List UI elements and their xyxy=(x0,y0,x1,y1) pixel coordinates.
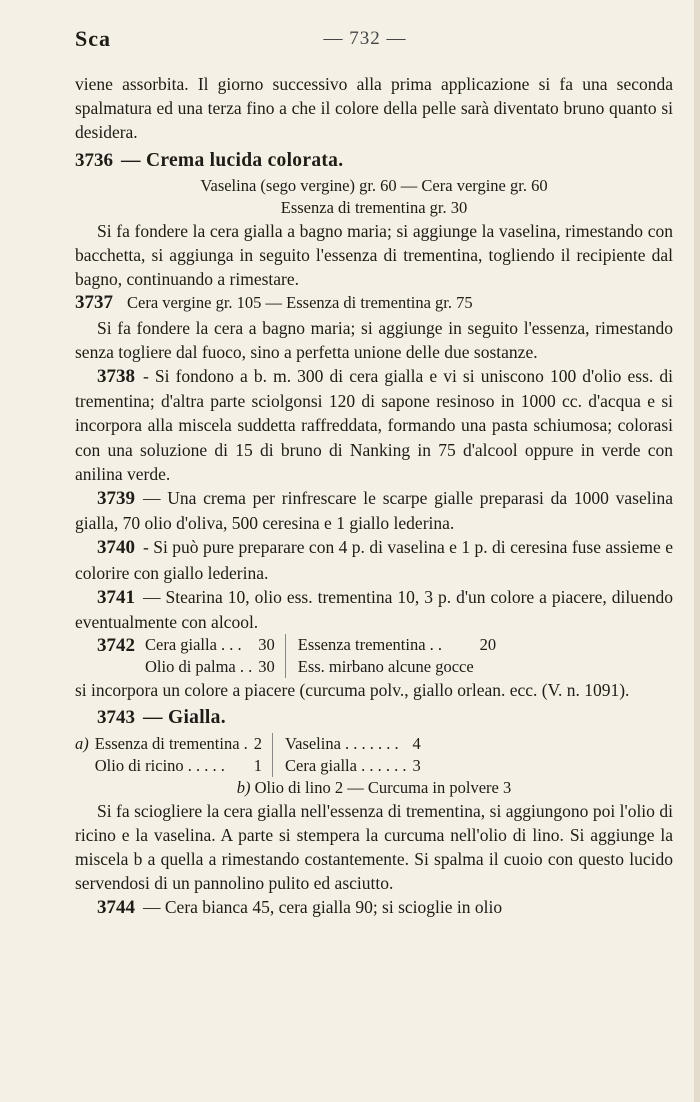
ingredient: Olio di palma . . xyxy=(145,657,253,677)
paragraph-text: — Una crema per rinfrescare le scarpe gialle preparasi da 1000 vaselina gialla, 70 olio d'oliva, 500 ceresina e 1 giallo lederina. xyxy=(75,488,673,534)
ingredient-row xyxy=(95,733,431,755)
ingredient-row xyxy=(145,634,506,656)
paragraph-text: — Stearina 10, olio ess. trementina 10, 3 p. d'un colore a piacere, diluendo eventualmente con alcool. xyxy=(75,586,673,633)
paragraph: Si fa sciogliere la cera gialla nell'essenza di trementina, si aggiungono poi l'olio di ricino e la vaselina. A parte si stempera la curcuma nell'olio di lino. Si aggiunge la miscela b a quella a rimestando costantemente. Si spalma il cuoio con questo lucido servendosi di un pannolino pulito ed asciutto. xyxy=(75,800,673,894)
page-body xyxy=(75,72,673,921)
running-head: Sca xyxy=(75,26,111,51)
section-number: 3744 xyxy=(97,897,135,919)
paragraph: Si fa fondere la cera a bagno maria; si aggiunge in seguito l'essenza, rimestando senza togliere dal fuoco, sino a perfetta unione delle due sostanze. xyxy=(75,317,673,362)
section-heading-3736 xyxy=(75,149,673,173)
ingredient-table xyxy=(145,634,506,678)
section-title: — Gialla. xyxy=(143,707,226,729)
ingredient: Olio di ricino . . . . . xyxy=(94,755,225,775)
paragraph-text: - Si può pure preparare con 4 p. di vaselina e 1 p. di ceresina fuse assieme e colorire con giallo lederina. xyxy=(75,537,673,583)
section-number: 3739 xyxy=(97,488,135,510)
section-number: 3738 xyxy=(97,366,135,388)
ingredient-row xyxy=(145,656,506,678)
ingredient-row xyxy=(95,755,431,777)
ingredient: Cera gialla . . . xyxy=(145,635,242,655)
quantity: 3 xyxy=(412,755,421,775)
paragraph-3739 xyxy=(75,486,673,535)
quantity: 30 xyxy=(258,657,275,677)
paragraph: si incorpora un colore a piacere (curcuma polv., giallo orlean. ecc. (V. n. 1091). xyxy=(75,680,630,701)
recipe-line: Olio di lino 2 — Curcuma in polvere 3 xyxy=(254,777,512,797)
paragraph-3744 xyxy=(75,895,673,920)
paragraph-text: - Si fondono a b. m. 300 di cera gialla e vi si uniscono 100 d'olio ess. di trementina; d'altra parte sciolgonsi 120 di sapone resinoso in 1000 cc. d'acqua e si incorpora alla miscela suddetta raffreddata, formando una pasta schiumosa; colorasi con una soluzione di 15 di bruno di Nanking in 75 d'alcool oppure in verde con anilina verde. xyxy=(75,366,673,484)
section-number: 3741 xyxy=(97,586,135,608)
quantity: 30 xyxy=(258,635,275,655)
page-header xyxy=(75,26,655,50)
paragraph-continued: viene assorbita. Il giorno successivo alla prima applicazione si fa una seconda spalmatura ed una terza fino a che il colore della pelle sarà diventato bruno quanto si desidera. xyxy=(75,74,673,143)
ingredient: Essenza trementina . . xyxy=(285,634,479,656)
ingredient: Ess. mirbano alcune gocce xyxy=(285,656,479,678)
paragraph-3741 xyxy=(75,585,673,634)
section-number: 3737 xyxy=(75,292,113,314)
section-number: 3740 xyxy=(97,537,135,559)
variant-mark: b) xyxy=(236,777,251,797)
ingredient: Vaselina . . . . . . . xyxy=(273,733,413,755)
recipe-a xyxy=(75,733,673,777)
quantity: 20 xyxy=(479,635,497,655)
section-heading-3743 xyxy=(75,706,673,730)
section-number: 3736 xyxy=(75,149,113,171)
variant-mark: a) xyxy=(75,733,89,753)
section-number: 3743 xyxy=(97,707,135,729)
recipe-b xyxy=(75,777,673,799)
quantity: 4 xyxy=(412,733,421,753)
ingredient: Cera gialla . . . . . . xyxy=(273,755,413,777)
recipe-line: Vaselina (sego vergine) gr. 60 — Cera vergine gr. 60 xyxy=(200,175,548,195)
paragraph-3738 xyxy=(75,364,673,486)
quantity: 1 xyxy=(253,755,263,775)
recipe-line: Essenza di trementina gr. 30 xyxy=(280,197,468,217)
section-number: 3742 xyxy=(97,635,135,657)
section-heading-3737 xyxy=(75,291,673,315)
ingredient: Essenza di trementina . xyxy=(94,733,248,753)
page-number: — 732 — xyxy=(323,28,407,49)
recipe-line: Cera vergine gr. 105 — Essenza di trementina gr. 75 xyxy=(127,293,473,313)
paragraph-text: — Cera bianca 45, cera gialla 90; si scioglie in olio xyxy=(143,897,503,918)
quantity: 2 xyxy=(253,733,263,753)
ingredient-table xyxy=(95,733,431,777)
page-edge xyxy=(694,0,700,1102)
section-title: — Crema lucida colorata. xyxy=(121,149,344,171)
paragraph-3740 xyxy=(75,535,673,584)
paragraph: Si fa fondere la cera gialla a bagno maria; si aggiunge la vaselina, rimestando con bacchetta, si aggiunga in seguito l'essenza di trementina, togliendo il recipiente dal bagno, continuando a rimestare. xyxy=(75,220,673,290)
section-3742 xyxy=(75,634,673,678)
quantity xyxy=(480,656,507,678)
